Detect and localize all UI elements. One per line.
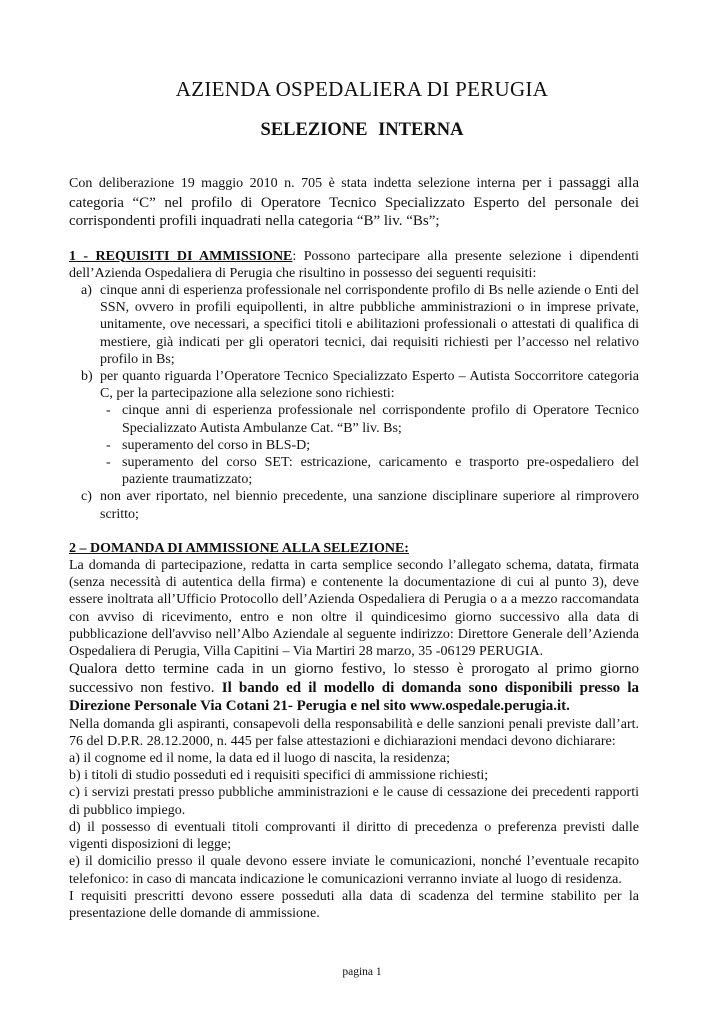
- section2-paragraph-1: La domanda di partecipazione, redatta in carta semplice secondo l’allegato schema, datata, firmata (senza necessità di autentica della firma) e contenente la documentazione di cui al punto 3), deve essere inoltrata all’Ufficio Protocollo dell’Azienda Ospedaliera di Perugia o a a mezzo raccomandata con avviso di ricevimento, entro e non oltre il quindicesimo giorno successivo alla data di pubblicazione dell'avviso nell’Albo Aziendale al seguente indirizzo: Direttore Generale dell’Azienda Ospedaliera di Perugia, Villa Capitini – Via Martiri 28 marzo, 35 -06129 PERUGIA.: [69, 557, 639, 659]
- section2-paragraph-2: [69, 660, 639, 716]
- requirement-a: a) cinque anni di esperienza professionale nel corrispondente profilo di Bs nelle aziende o Enti del SSN, ovvero in profili equipollenti, in altre pubbliche amministrazioni o in imprese private, unitamente, ove necessari, a specifici titoli e abilitazioni professionali o attestati di qualifica di mestiere, già indicati per gli operatori tecnici, dai requisiti richiesti per l’accesso nel relativo profilo in Bs;: [81, 282, 639, 367]
- sub-requirement-3: - superamento del corso SET: estricazione, caricamento e trasporto pre-ospedaliero del paziente traumatizzato;: [100, 454, 639, 488]
- requirements-list: [69, 282, 639, 523]
- document-title: AZIENDA OSPEDALIERA DI PERUGIA: [175, 77, 549, 101]
- document-subtitle: SELEZIONE INTERNA: [260, 120, 464, 140]
- declaration-a: a) il cognome ed il nome, la data ed il luogo di nascita, la residenza;: [69, 751, 450, 767]
- requirement-b-text: per quanto riguarda l’Operatore Tecnico Specializzato Esperto – Autista Soccorritore categoria C, per la partecipazione alla selezione sono richiesti:: [100, 368, 639, 402]
- declaration-d: d) il possesso di eventuali titoli comprovanti il diritto di precedenza o preferenza previsti dalle vigenti disposizioni di legge;: [69, 819, 639, 853]
- section1-intro: [69, 248, 639, 282]
- document-body: [69, 174, 639, 922]
- intro-paragraph: [69, 174, 639, 231]
- declaration-c: c) i servizi prestati presso pubbliche amministrazioni e le cause di cessazione dei precedenti rapporti di pubblico impiego.: [69, 785, 639, 818]
- intro-part1: Con deliberazione 19 maggio 2010 n. 705 è stata indetta selezione interna: [69, 176, 516, 191]
- section2-paragraph-3: Nella domanda gli aspiranti, consapevoli della responsabilità e delle sanzioni penali previste dall’art. 76 del D.P.R. 28.12.2000, n. 445 per false attestazioni e dichiarazioni mendaci devono dichiarare:: [69, 716, 639, 749]
- section1-text: : Possono partecipare alla presente selezione i dipendenti dell’Azienda Ospedaliera di Perugia che risultino in possesso dei seguenti requisiti:: [69, 248, 639, 281]
- sub-requirement-1: - cinque anni di esperienza professionale nel corrispondente profilo di Operatore Tecnico Specializzato Autista Ambulanze Cat. “B” liv. Bs;: [100, 402, 639, 436]
- requirement-b-sublist: [100, 402, 639, 488]
- sub-requirement-2: - superamento del corso in BLS-D;: [100, 437, 639, 454]
- closing-paragraph: I requisiti prescritti devono essere posseduti alla data di scadenza del termine stabilito per la presentazione delle domande di ammissione.: [69, 888, 639, 921]
- requirement-a-text: cinque anni di esperienza professionale nel corrispondente profilo di Bs nelle aziende o Enti del SSN, ovvero in profili equipollenti, in altre pubbliche amministrazioni o in imprese private, unitamente, ove necessari, a specifici titoli e abilitazioni professionali o attestati di qualifica di mestiere, già indicati per gli operatori tecnici, dai requisiti richiesti per l’accesso nel relativo profilo in Bs;: [100, 282, 639, 367]
- requirement-c-text: non aver riportato, nel biennio precedente, una sanzione disciplinare superiore al rimprovero scritto;: [100, 489, 639, 522]
- section2-para2-bold: Il bando ed il modello di domanda sono disponibili presso la Direzione Personale Via Cotani 21- Perugia e nel sito www.ospedale.perugia.it.: [69, 679, 640, 715]
- requirement-c: c) non aver riportato, nel biennio precedente, una sanzione disciplinare superiore al rimprovero scritto;: [81, 489, 639, 522]
- section1-heading: 1 - REQUISITI DI AMMISSIONE: [69, 248, 293, 264]
- requirement-b: b) per quanto riguarda l’Operatore Tecnico Specializzato Esperto – Autista Soccorritore categoria C, per la partecipazione alla selezione sono richiesti: - cinque anni di esperienza professionale nel corrispondente profilo di Operatore Tecnico Specializzato Autista Ambulanze Cat. “B” liv. Bs; - superamento del corso in BLS-D; - superamento del corso SET: estricazione, caricamento e trasporto pre-ospedaliero del paziente traumatizzato;: [69, 368, 639, 488]
- section2-para2-normal: Qualora detto termine cada in un giorno festivo, lo stesso è prorogato al primo giorno successivo non festivo.: [69, 661, 639, 696]
- declaration-b: b) i titoli di studio posseduti ed i requisiti specifici di ammissione richiesti;: [69, 768, 489, 784]
- intro-part2: per i passaggi alla categoria “C” nel profilo di Operatore Tecnico Specializzato Esperto del personale dei corrispondenti profili inquadrati nella categoria “B” liv. “Bs”;: [69, 175, 639, 229]
- declaration-e: e) il domicilio presso il quale devono essere inviate le comunicazioni, nonché l’eventuale recapito telefonico: in caso di mancata indicazione le comunicazioni verranno inviate al luogo di residenza.: [69, 854, 639, 887]
- page-number: pagina 1: [342, 966, 382, 978]
- section2-heading: 2 – DOMANDA DI AMMISSIONE ALLA SELEZIONE:: [69, 540, 409, 556]
